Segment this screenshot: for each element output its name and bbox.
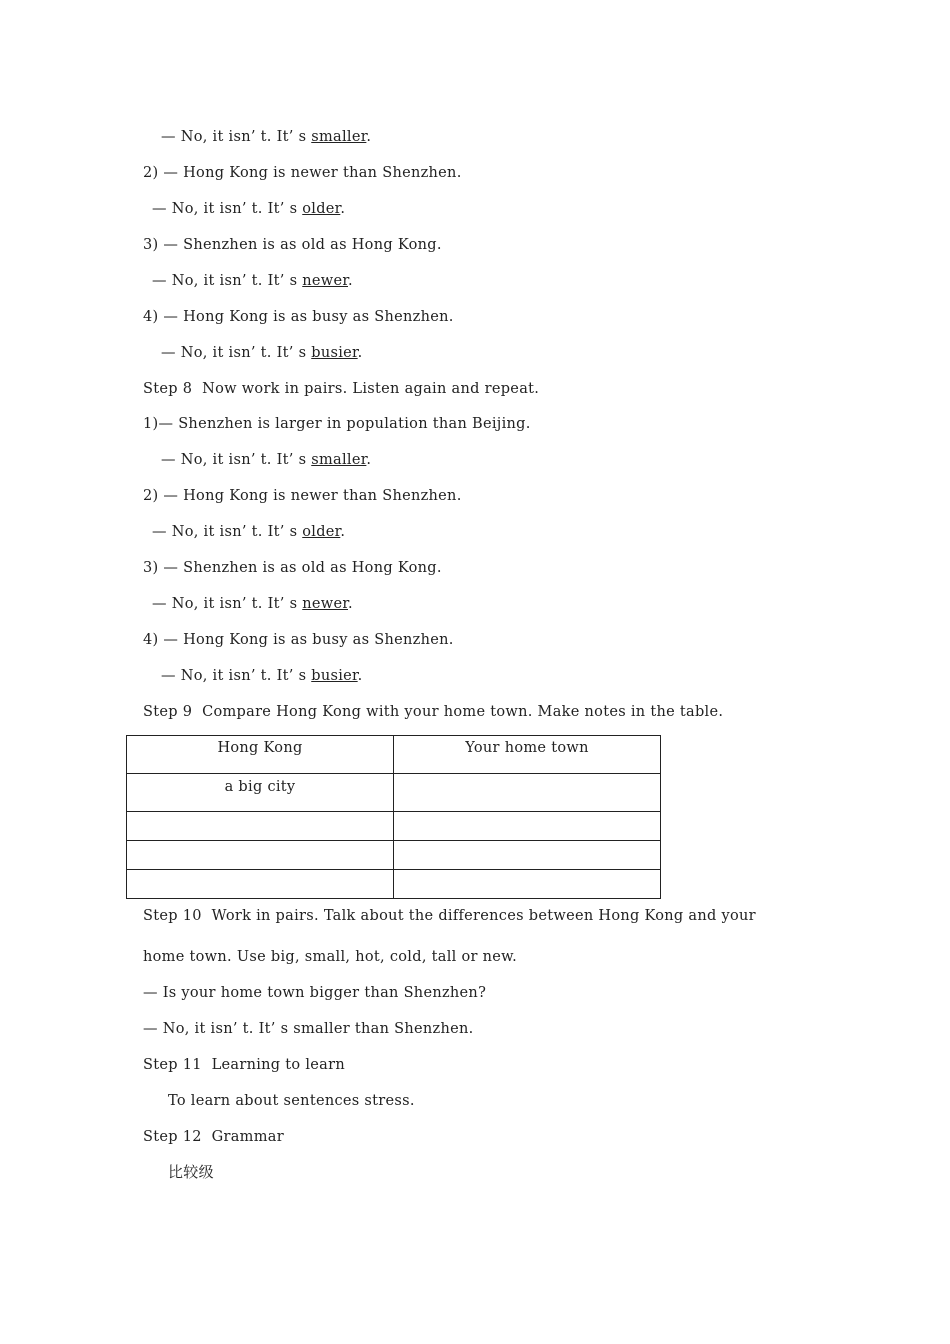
answer-word: newer (302, 273, 348, 289)
table-row (127, 774, 661, 812)
header-hong-kong: Hong Kong (127, 736, 394, 774)
table-cell[interactable] (127, 841, 394, 870)
line-punct: . (348, 596, 353, 612)
question-line: 4) — Hong Kong is as busy as Shenzhen. (143, 632, 454, 648)
table-cell[interactable] (127, 812, 394, 841)
line-punct: . (340, 524, 346, 540)
table-cell[interactable] (394, 841, 661, 870)
notes-table (126, 735, 661, 899)
question-line: 3) — Shenzhen is as old as Hong Kong. (143, 237, 442, 253)
dialogue-line: — Is your home town bigger than Shenzhen? (143, 985, 487, 1001)
answer-word: newer (302, 596, 348, 612)
step-heading: Step 8 Now work in pairs. Listen again and repeat. (143, 381, 540, 397)
answer-word: busier (311, 668, 358, 684)
paragraph-line: home town. Use big, small, hot, cold, tall or new. (143, 949, 518, 965)
answer-line (161, 343, 363, 363)
table-cell[interactable] (394, 812, 661, 841)
table-row (127, 870, 661, 899)
line-text: — No, it isn’ t. It’ s (152, 524, 303, 540)
line-text: — No, it isn’ t. It’ s (152, 201, 303, 217)
table-row (127, 841, 661, 870)
dialogue-line: — No, it isn’ t. It’ s smaller than Shenzhen. (143, 1021, 474, 1037)
line-punct: . (357, 345, 363, 361)
line-punct: . (366, 452, 372, 468)
line-text: — No, it isn’ t. It’ s (161, 452, 312, 468)
question-line: 2) — Hong Kong is newer than Shenzhen. (143, 488, 462, 504)
question-line: 3) — Shenzhen is as old as Hong Kong. (143, 560, 442, 576)
answer-line (161, 450, 371, 470)
question-line: 1)— Shenzhen is larger in population than Beijing. (143, 416, 531, 432)
line-punct: . (348, 273, 353, 289)
answer-word: smaller (311, 452, 367, 468)
step-heading: Step 12 Grammar (143, 1129, 284, 1145)
answer-line (152, 594, 353, 614)
line-text: — No, it isn’ t. It’ s (152, 596, 303, 612)
header-home-town: Your home town (394, 736, 661, 774)
question-line: 4) — Hong Kong is as busy as Shenzhen. (143, 309, 454, 325)
paragraph-line: To learn about sentences stress. (168, 1093, 415, 1109)
line-punct: . (366, 129, 372, 145)
table-header-row (127, 736, 661, 774)
answer-word: older (302, 201, 341, 217)
answer-word: older (302, 524, 341, 540)
table-row (127, 812, 661, 841)
step-heading: Step 10 Work in pairs. Talk about the differences between Hong Kong and your (143, 908, 756, 924)
answer-word: busier (311, 345, 358, 361)
table-cell[interactable] (127, 870, 394, 899)
step-heading: Step 11 Learning to learn (143, 1057, 345, 1073)
line-text: — No, it isn’ t. It’ s (161, 668, 312, 684)
grammar-topic: 比较级 (168, 1163, 214, 1181)
answer-word: smaller (311, 129, 367, 145)
line-text: — No, it isn’ t. It’ s (152, 273, 303, 289)
table-cell[interactable] (394, 870, 661, 899)
question-line: 2) — Hong Kong is newer than Shenzhen. (143, 165, 462, 181)
answer-line (161, 127, 371, 147)
table-cell: a big city (127, 774, 394, 812)
answer-line (152, 199, 345, 219)
answer-line (152, 522, 345, 542)
line-text: — No, it isn’ t. It’ s (161, 345, 312, 361)
step-heading: Step 9 Compare Hong Kong with your home town. Make notes in the table. (143, 704, 724, 720)
line-punct: . (357, 668, 363, 684)
answer-line (152, 271, 353, 291)
answer-line (161, 666, 363, 686)
table-cell[interactable] (394, 774, 661, 812)
line-punct: . (340, 201, 346, 217)
line-text: — No, it isn’ t. It’ s (161, 129, 312, 145)
